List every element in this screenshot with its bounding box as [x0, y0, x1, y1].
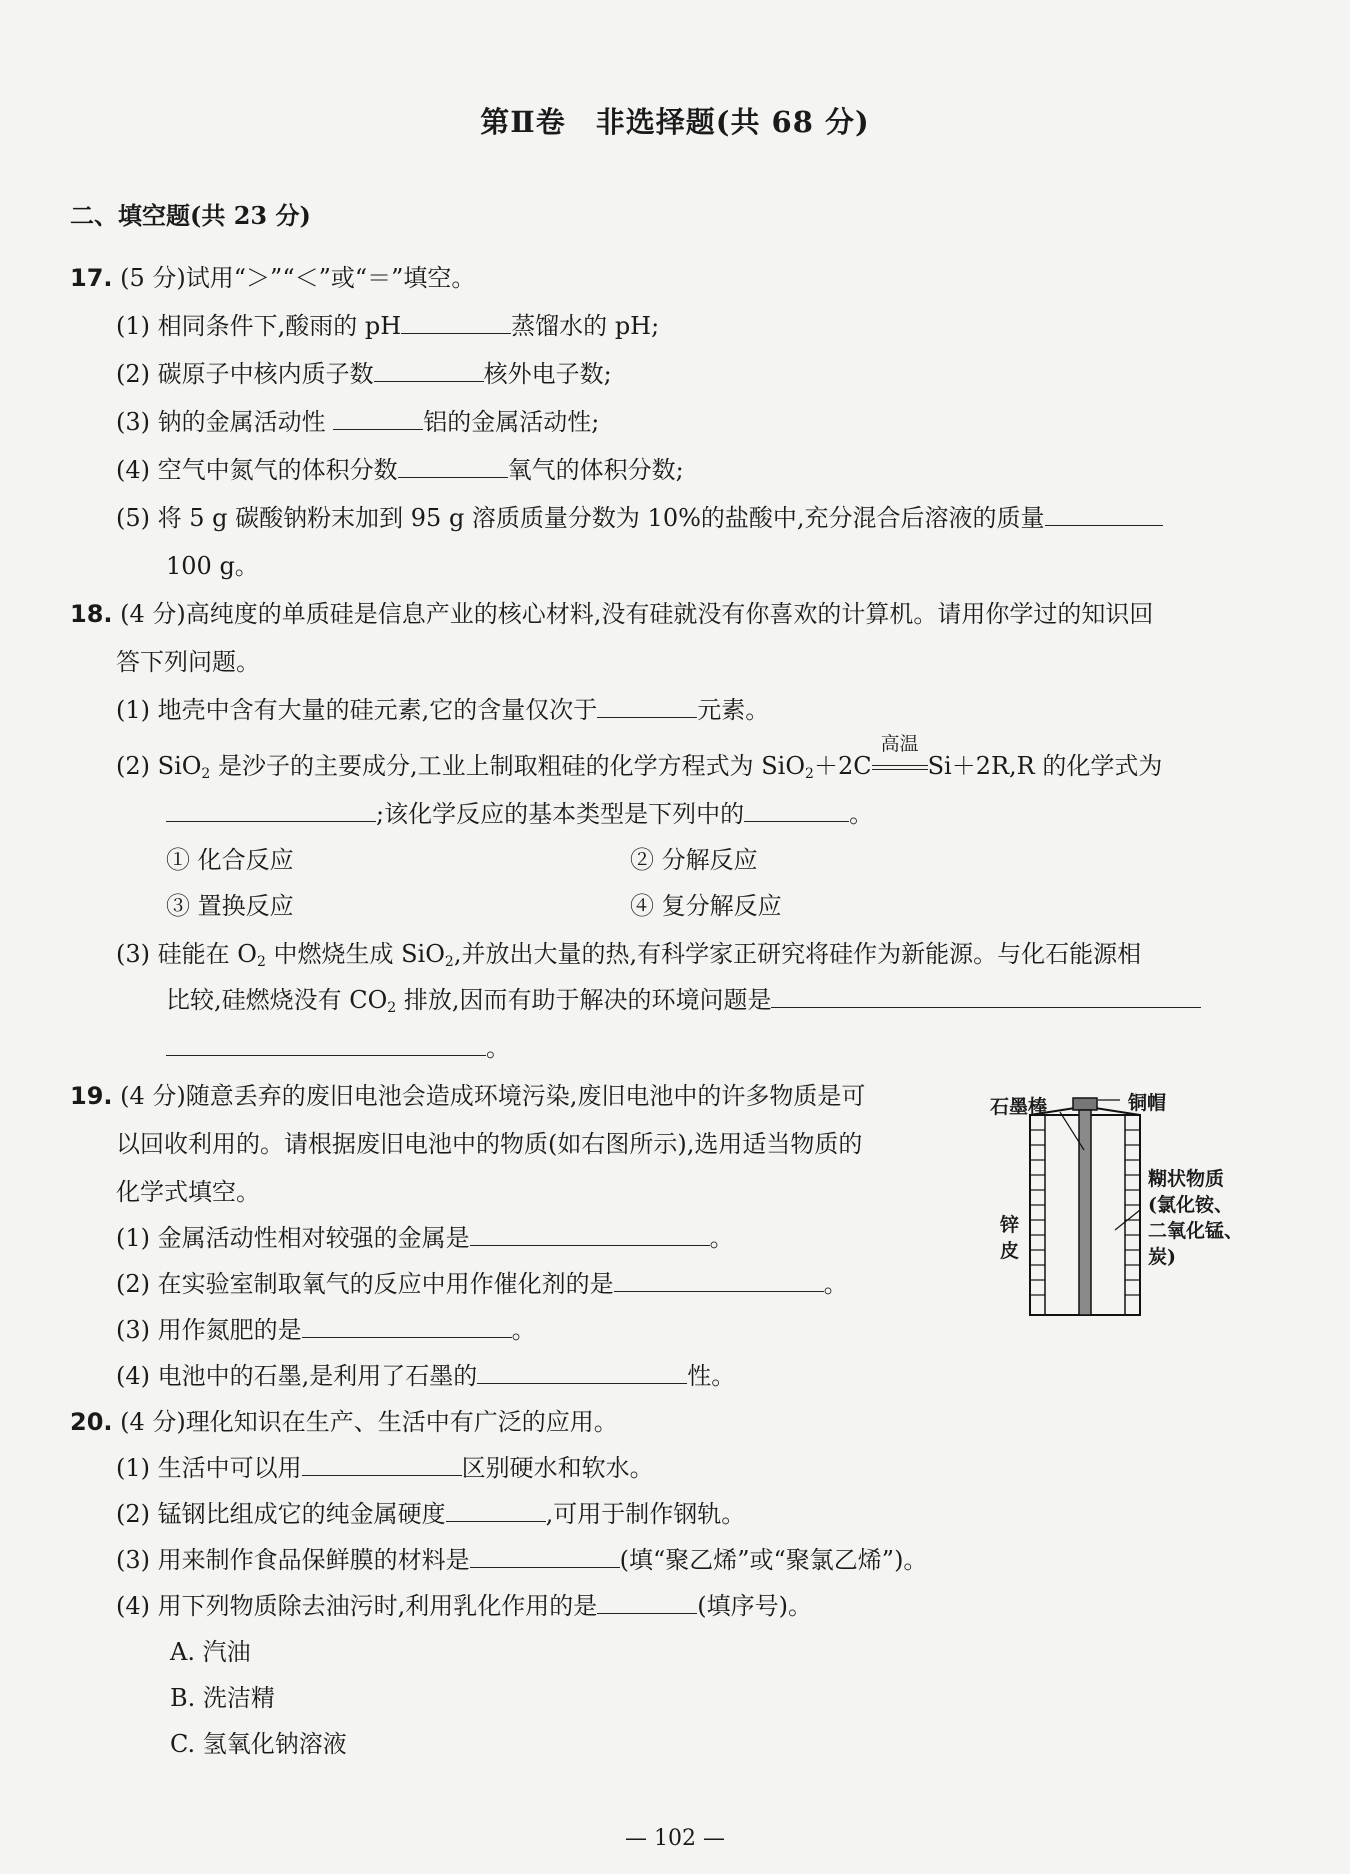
q18-p3-text1: (3) 硅能在 O — [116, 940, 257, 968]
equal-sign-icon — [872, 765, 928, 770]
q18-p2-mid: 是沙子的主要成分,工业上制取粗硅的化学方程式为 SiO — [210, 752, 806, 780]
q19-part3 — [116, 1314, 536, 1346]
q18-p3b-text2: 排放,因而有助于解决的环境问题是 — [396, 986, 772, 1014]
section-heading: 二、填空题(共 23 分) — [70, 201, 311, 230]
q17-p5-text: (5) 将 5 g 碳酸钠粉末加到 95 g 溶质质量分数为 10%的盐酸中,充分混合后溶液的质量 — [116, 504, 1045, 532]
q19-stem-text1: (4 分)随意丢弃的废旧电池会造成环境污染,废旧电池中的许多物质是可 — [120, 1082, 866, 1110]
q17-part5 — [116, 502, 1163, 534]
q17-stem-text: (5 分)试用“＞”“＜”或“＝”填空。 — [120, 264, 476, 292]
q18-p2-blank1[interactable] — [166, 799, 376, 822]
q17-p4-text-end: 氧气的体积分数; — [507, 456, 684, 484]
q17-p2-blank[interactable] — [374, 359, 484, 382]
q17-part1 — [116, 310, 659, 342]
q18-p3-text2: 中燃烧生成 SiO — [265, 940, 445, 968]
q18-p2-sub: 2 — [201, 766, 211, 782]
q18-p3c-end: 。 — [486, 1034, 510, 1062]
q18-option-4: ④ 复分解反应 — [630, 892, 782, 920]
q17-part3 — [116, 406, 599, 438]
q18-p3-blank2[interactable] — [166, 1033, 486, 1056]
graphite-rod — [1079, 1110, 1091, 1315]
q20-p1-end: 区别硬水和软水。 — [461, 1454, 654, 1482]
q17-p2-text-end: 核外电子数; — [483, 360, 612, 388]
q18-p3b-sub: 2 — [387, 1000, 397, 1016]
q18-p1-blank[interactable] — [597, 695, 697, 718]
q19-p3-text: (3) 用作氮肥的是 — [116, 1316, 302, 1344]
q18-stem-text1: (4 分)高纯度的单质硅是信息产业的核心材料,没有硅就没有你喜欢的计算机。请用你学过的知识回 — [120, 600, 1154, 628]
label-zinc-1: 锌 — [1000, 1214, 1020, 1236]
q20-p4-end: (填序号)。 — [697, 1592, 812, 1620]
q20-p3-blank[interactable] — [470, 1545, 620, 1568]
q17-p3-blank[interactable] — [333, 407, 423, 430]
battery-diagram — [990, 1070, 1290, 1320]
q20-stem-text: (4 分)理化知识在生产、生活中有广泛的应用。 — [120, 1408, 618, 1436]
q19-part2 — [116, 1268, 848, 1300]
q19-p1-end: 。 — [709, 1224, 734, 1252]
q20-p1-text: (1) 生活中可以用 — [116, 1454, 302, 1482]
q19-p2-end: 。 — [823, 1270, 848, 1298]
q19-p2-text: (2) 在实验室制取氧气的反应中用作催化剂的是 — [116, 1270, 614, 1298]
q17-p5-blank[interactable] — [1045, 503, 1163, 526]
q18-p2-sub2: 2 — [805, 766, 814, 782]
q18-p2-blank2[interactable] — [744, 799, 849, 822]
q18-part1 — [116, 694, 769, 726]
label-copper-cap: 铜帽 — [1128, 1092, 1167, 1114]
q20-part4 — [116, 1590, 812, 1622]
page-title: 第Ⅱ卷 非选择题(共 68 分) — [480, 105, 870, 139]
q17-p1-text: (1) 相同条件下,酸雨的 pH — [116, 312, 402, 340]
q18-p3-sub: 2 — [256, 954, 266, 970]
q17-p1-text-end: 蒸馏水的 pH; — [511, 312, 660, 340]
q19-stem-text2: 以回收利用的。请根据废旧电池中的物质(如右图所示),选用适当物质的 — [116, 1130, 863, 1158]
q19-p2-blank[interactable] — [614, 1269, 824, 1292]
q17-part5-end: 100 g。 — [166, 552, 259, 580]
q19-stem-text3: 化学式填空。 — [116, 1178, 260, 1206]
q19-p3-blank[interactable] — [302, 1315, 512, 1338]
q19-part1 — [116, 1222, 734, 1254]
q17-p1-blank[interactable] — [401, 311, 511, 334]
q19-stem — [70, 1080, 865, 1112]
q20-number: 20. — [70, 1408, 113, 1436]
q18-p1-text-end: 元素。 — [697, 696, 770, 724]
q18-p3-blank1[interactable] — [771, 985, 1201, 1008]
q20-p2-end: ,可用于制作钢轨。 — [545, 1500, 746, 1528]
q19-p1-blank[interactable] — [470, 1223, 710, 1246]
q17-stem — [70, 262, 475, 294]
q17-part2 — [116, 358, 612, 390]
q20-p2-blank[interactable] — [446, 1499, 546, 1522]
q17-p4-blank[interactable] — [398, 455, 508, 478]
q18-p2b-text: ;该化学反应的基本类型是下列中的 — [376, 800, 745, 828]
label-zinc-2: 皮 — [1000, 1240, 1020, 1262]
page-number: — 102 — — [625, 1826, 725, 1851]
q20-stem — [70, 1406, 618, 1438]
reaction-arrow — [872, 733, 928, 782]
q19-p3-end: 。 — [511, 1316, 536, 1344]
q17-p3-text: (3) 钠的金属活动性 — [116, 408, 334, 436]
q18-p2-prefix: (2) SiO — [116, 752, 202, 780]
q18-option-3: ③ 置换反应 — [166, 892, 294, 920]
q18-part2-line2 — [166, 798, 873, 830]
q17-p3-text-end: 铝的金属活动性; — [423, 408, 600, 436]
q17-part4 — [116, 454, 684, 486]
reaction-condition: 高温 — [880, 733, 919, 755]
q18-p2b-end: 。 — [849, 800, 874, 828]
q18-p3b-text1: 比较,硅燃烧没有 CO — [166, 986, 388, 1014]
label-paste-1: 糊状物质 — [1148, 1168, 1225, 1190]
label-paste-4: 炭) — [1148, 1246, 1176, 1268]
q20-part3 — [116, 1544, 927, 1576]
q18-option-2: ② 分解反应 — [630, 846, 758, 874]
q18-p1-text: (1) 地壳中含有大量的硅元素,它的含量仅次于 — [116, 696, 598, 724]
q18-option-1: ① 化合反应 — [166, 846, 294, 874]
q20-p3-text: (3) 用来制作食品保鲜膜的材料是 — [116, 1546, 470, 1574]
label-paste-2: (氯化铵、 — [1148, 1194, 1233, 1216]
q19-p1-text: (1) 金属活动性相对较强的金属是 — [116, 1224, 470, 1252]
q20-part2 — [116, 1498, 745, 1530]
q18-p3-text3: ,并放出大量的热,有科学家正研究将硅作为新能源。与化石能源相 — [453, 940, 1142, 968]
label-graphite: 石墨棒 — [990, 1096, 1048, 1118]
q17-p4-text: (4) 空气中氮气的体积分数 — [116, 456, 398, 484]
q18-p2-suffix: Si＋2R,R 的化学式为 — [927, 752, 1163, 780]
q20-p4-text: (4) 用下列物质除去油污时,利用乳化作用的是 — [116, 1592, 598, 1620]
q18-number: 18. — [70, 600, 113, 628]
q20-p2-text: (2) 锰钢比组成它的纯金属硬度 — [116, 1500, 446, 1528]
q19-p4-end: 性。 — [687, 1362, 736, 1390]
q18-part3-line2 — [166, 984, 1201, 1024]
q18-p2-mid2: ＋2C — [813, 752, 872, 780]
q20-option-a: A. 汽油 — [170, 1638, 251, 1666]
q20-p4-blank[interactable] — [597, 1591, 697, 1614]
q18-part3-line3 — [166, 1032, 510, 1064]
q18-part3 — [116, 938, 1141, 978]
q20-p3-end: (填“聚乙烯”或“聚氯乙烯”)。 — [619, 1546, 928, 1574]
q17-number: 17. — [70, 264, 113, 292]
copper-cap — [1073, 1098, 1097, 1110]
q18-p3-sub2: 2 — [444, 954, 454, 970]
q19-number: 19. — [70, 1082, 113, 1110]
q20-part1 — [116, 1452, 654, 1484]
q18-stem — [70, 598, 1153, 630]
q18-part2 — [116, 733, 1163, 790]
q19-part4 — [116, 1360, 735, 1392]
label-paste-3: 二氧化锰、 — [1148, 1220, 1244, 1242]
q19-p4-text: (4) 电池中的石墨,是利用了石墨的 — [116, 1362, 478, 1390]
q18-stem-text2: 答下列问题。 — [116, 648, 260, 676]
q20-option-c: C. 氢氧化钠溶液 — [170, 1730, 347, 1758]
q17-p2-text: (2) 碳原子中核内质子数 — [116, 360, 374, 388]
q19-p4-blank[interactable] — [477, 1361, 687, 1384]
q20-p1-blank[interactable] — [302, 1453, 462, 1476]
q20-option-b: B. 洗洁精 — [170, 1684, 275, 1712]
